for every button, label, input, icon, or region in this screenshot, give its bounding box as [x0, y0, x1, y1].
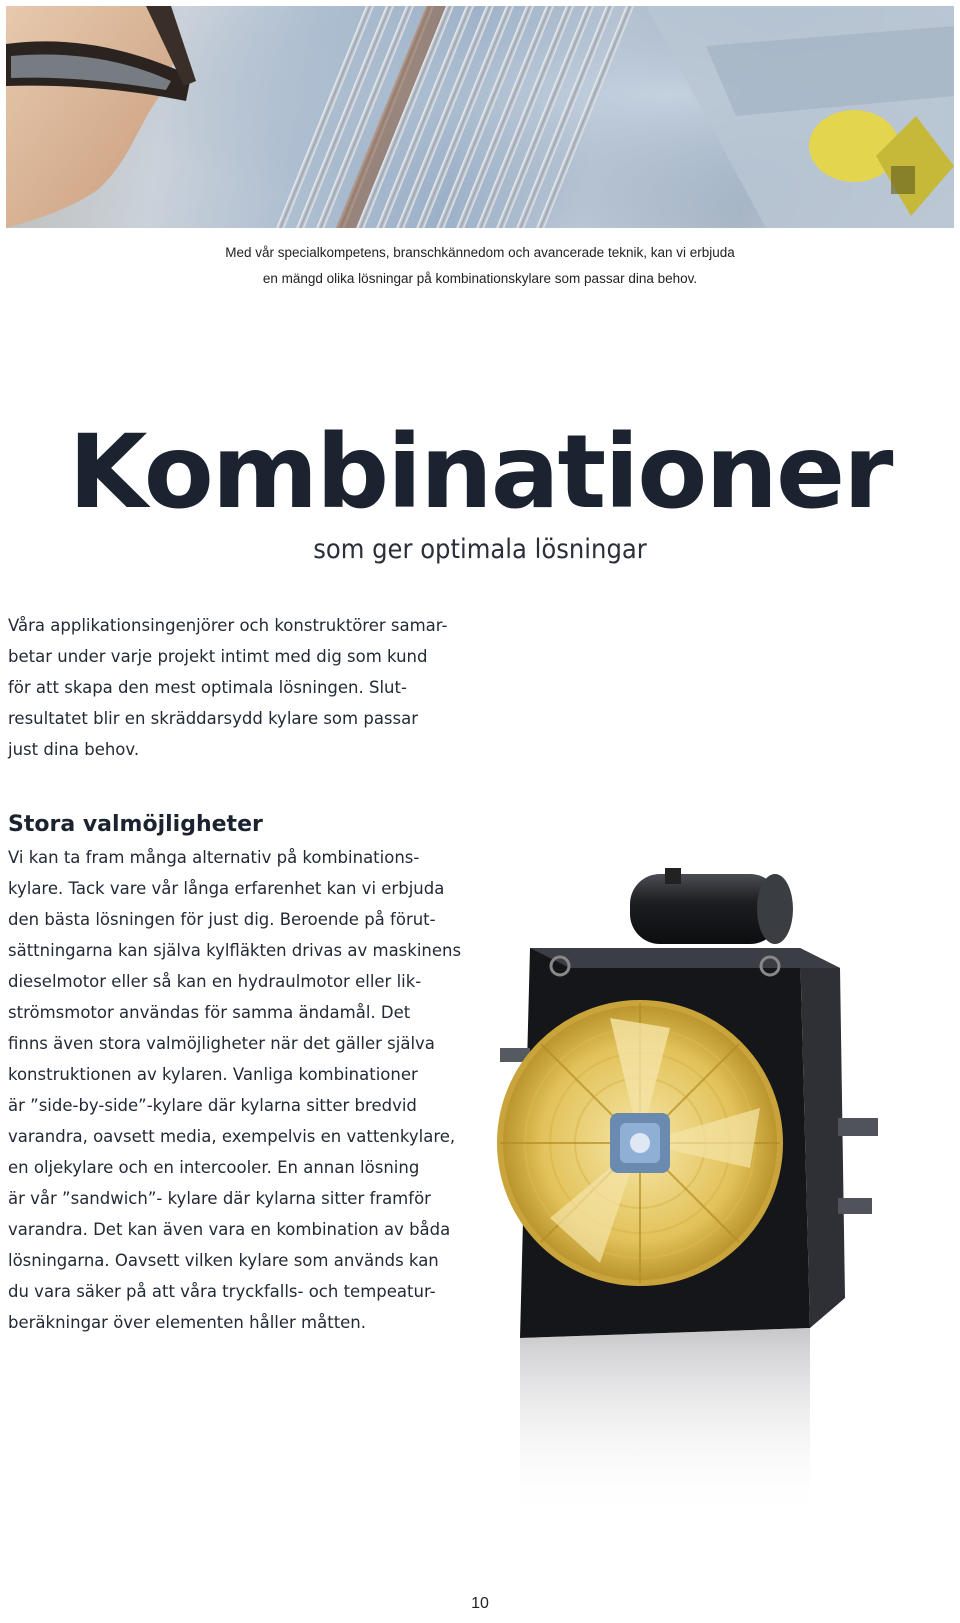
- intro-line-1: Med vår specialkompetens, branschkännedom och avancerade teknik, kan vi erbjuda: [225, 245, 735, 260]
- paragraph-line: lösningarna. Oavsett vilken kylare som används kan: [8, 1251, 439, 1270]
- paragraph-line: Våra applikationsingenjörer och konstruktörer samar-: [8, 616, 448, 635]
- paragraph-line: den bästa lösningen för just dig. Beroende på förut-: [8, 910, 436, 929]
- section-heading: Stora valmöjligheter: [8, 812, 263, 837]
- paragraph-line: Vi kan ta fram många alternativ på kombinations-: [8, 848, 420, 867]
- page-subtitle: som ger optimala lösningar: [313, 534, 647, 565]
- paragraph-line: för att skapa den mest optimala lösningen. Slut-: [8, 678, 407, 697]
- paragraph-line: varandra. Det kan även vara en kombination av båda: [8, 1220, 451, 1239]
- page-number: 10: [471, 1595, 489, 1612]
- paragraph-line: betar under varje projekt intimt med dig som kund: [8, 647, 428, 666]
- paragraph-line: just dina behov.: [8, 740, 140, 759]
- paragraph-line: dieselmotor eller så kan en hydraulmotor eller lik-: [8, 972, 422, 991]
- paragraph-line: är vår ”sandwich”- kylare där kylarna sitter framför: [8, 1189, 431, 1208]
- paragraph-line: sättningarna kan själva kylfläkten drivas av maskinens: [8, 941, 462, 960]
- paragraph-intro: [8, 610, 468, 765]
- paragraph-line: du vara säker på att våra tryckfalls- och tempeatur-: [8, 1282, 436, 1301]
- hero-photo: [6, 6, 954, 228]
- paragraph-line: strömsmotor användas för samma ändamål. Det: [8, 1003, 411, 1022]
- page-title: Kombinationer: [68, 413, 892, 532]
- paragraph-line: kylare. Tack vare vår långa erfarenhet kan vi erbjuda: [8, 879, 445, 898]
- paragraph-line: finns även stora valmöjligheter när det gäller själva: [8, 1034, 435, 1053]
- paragraph-line: en oljekylare och en intercooler. En annan lösning: [8, 1158, 420, 1177]
- paragraph-line: konstruktionen av kylaren. Vanliga kombinationer: [8, 1065, 418, 1084]
- cooler-product-image: [490, 868, 930, 1528]
- paragraph-line: är ”side-by-side”-kylare där kylarna sitter bredvid: [8, 1096, 417, 1115]
- cooler-illustration: [490, 868, 930, 1528]
- paragraph-line: beräkningar över elementen håller måtten.: [8, 1313, 367, 1332]
- paragraph-line: varandra, oavsett media, exempelvis en vattenkylare,: [8, 1127, 456, 1146]
- intro-line-2: en mängd olika lösningar på kombinationskylare som passar dina behov.: [262, 271, 698, 286]
- hero-photo-illustration: [6, 6, 954, 228]
- paragraph-line: resultatet blir en skräddarsydd kylare som passar: [8, 709, 419, 728]
- paragraph-options: [8, 842, 468, 1338]
